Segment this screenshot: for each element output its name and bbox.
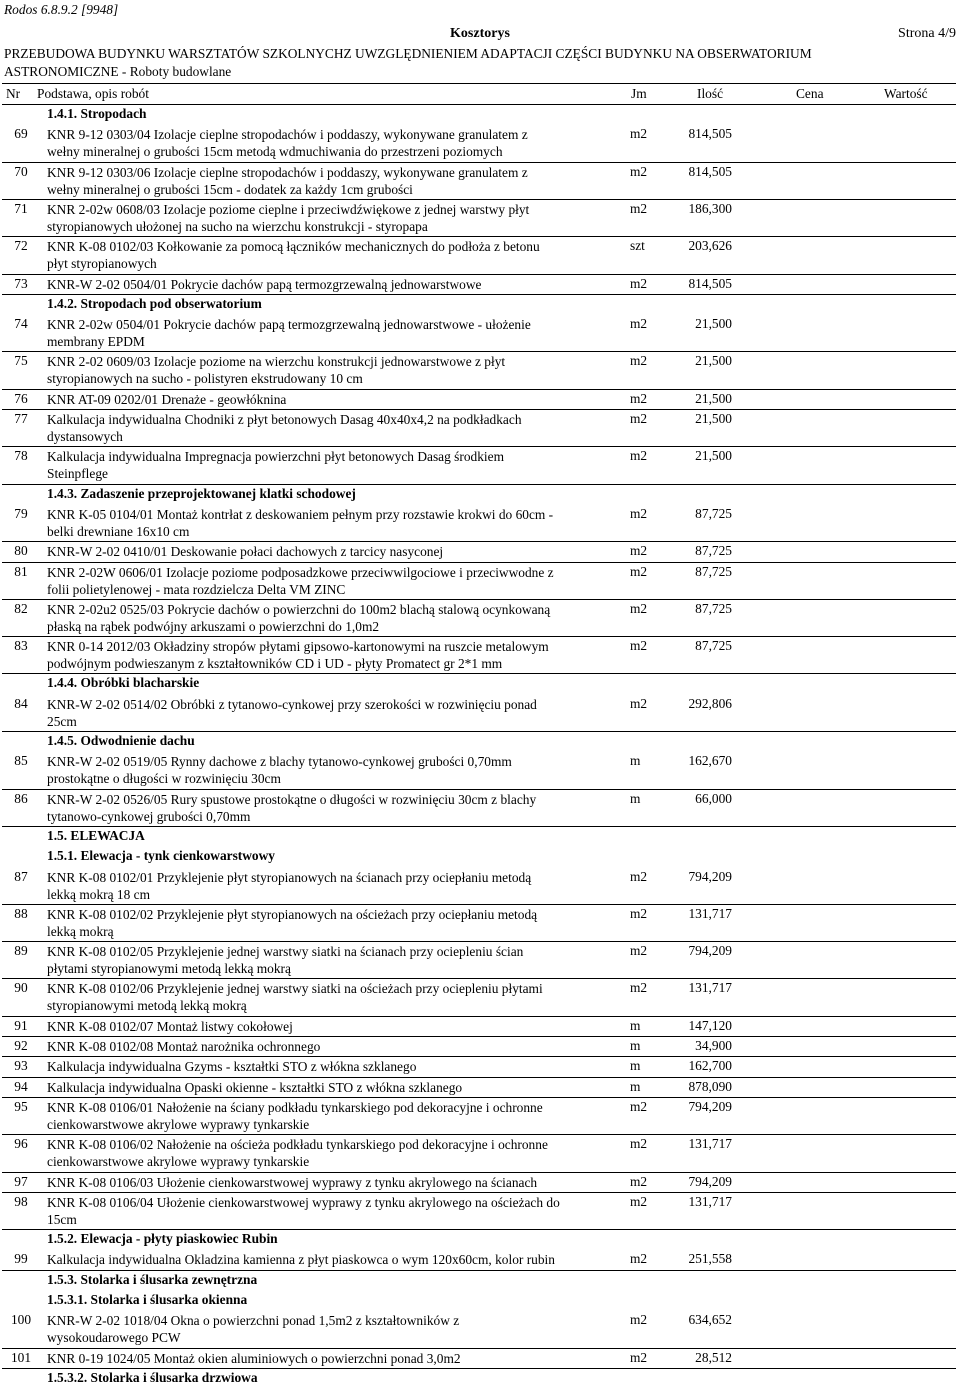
description-line: KNR 2-02w 0608/03 Izolacje poziome cieplne i przeciwdźwiękowe z jednej warstwy płyt — [47, 201, 530, 217]
row-unit: m2 — [630, 126, 648, 142]
description-line: KNR 0-19 1024/05 Montaż okien aluminiowych o powierzchni ponad 3,0m2 — [47, 1350, 461, 1366]
row-quantity: 251,558 — [688, 1251, 732, 1267]
row-unit: m2 — [630, 905, 648, 921]
row-unit: m2 — [630, 695, 648, 711]
section-title: 1.5. ELEWACJA — [47, 827, 145, 843]
row-separator — [2, 1192, 956, 1193]
row-number: 72 — [14, 238, 28, 254]
row-number: 91 — [14, 1017, 28, 1033]
row-description — [47, 1136, 625, 1170]
row-description — [47, 753, 625, 787]
row-quantity: 87,725 — [695, 638, 732, 654]
row-description — [47, 391, 625, 408]
row-description — [47, 164, 625, 198]
row-unit: m2 — [630, 1098, 648, 1114]
row-quantity: 21,500 — [695, 448, 732, 464]
row-number: 71 — [14, 200, 28, 216]
row-unit: m2 — [630, 563, 648, 579]
row-description — [47, 201, 625, 235]
row-separator — [2, 1016, 956, 1017]
description-line: cienkowarstwowe akrylowe wyprawy tynkarskie — [47, 1154, 310, 1170]
description-line: KNR 0-14 2012/03 Okładziny stropów płytami gipsowo-kartonowymi na ruszcie metalowym — [47, 639, 549, 655]
row-number: 83 — [14, 638, 28, 654]
column-price: Cena — [796, 86, 824, 101]
row-description — [47, 869, 625, 903]
row-unit: szt — [630, 238, 645, 254]
description-line: styropianowych na sucho - polistyren ekstrudowany 10 cm — [47, 371, 363, 387]
description-line: KNR-W 2-02 0410/01 Deskowanie połaci dachowych z tarcicy nasyconej — [47, 544, 444, 560]
row-description — [47, 543, 625, 560]
row-number: 93 — [14, 1058, 28, 1074]
row-quantity: 814,505 — [688, 126, 732, 142]
row-separator — [2, 1172, 956, 1173]
row-description — [47, 1350, 625, 1367]
row-separator — [2, 294, 956, 295]
row-description — [47, 906, 625, 940]
row-separator — [2, 1077, 956, 1078]
row-unit: m2 — [630, 411, 648, 426]
row-unit: m2 — [630, 600, 648, 616]
row-separator — [2, 351, 956, 352]
description-line: lekką mokrą — [47, 923, 114, 939]
row-quantity: 131,717 — [688, 1193, 732, 1209]
description-line: KNR K-08 0102/06 Przyklejenie jednej warstwy siatki na ościeżach przy ociepleniu płytami — [47, 981, 543, 997]
row-separator — [2, 1036, 956, 1037]
section-title: 1.5.3.2. Stolarka i ślusarka drzwiowa — [47, 1369, 258, 1385]
row-number: 74 — [14, 316, 28, 332]
row-quantity: 794,209 — [688, 943, 732, 959]
row-quantity: 794,209 — [688, 868, 732, 884]
row-description — [47, 316, 625, 350]
description-line: KNR-W 2-02 0504/01 Pokrycie dachów papą termozgrzewalną jednowarstwowe — [47, 276, 482, 292]
row-quantity: 87,725 — [695, 600, 732, 616]
description-line: prostokątne o długości w rozwinięciu 30cm — [47, 771, 281, 787]
row-unit: m2 — [630, 1312, 648, 1328]
row-separator — [2, 446, 956, 447]
row-number: 70 — [14, 163, 28, 179]
row-quantity: 878,090 — [688, 1078, 732, 1094]
description-line: KNR K-08 0102/01 Przyklejenie płyt styropianowych na ścianach przy ociepłaniu metodą — [47, 869, 532, 885]
row-unit: m2 — [630, 390, 648, 406]
description-line: folii polietylenowej - mata rozdzielcza Delta VM ZINC — [47, 581, 346, 597]
row-unit: m2 — [630, 163, 648, 179]
row-quantity: 21,500 — [695, 411, 732, 426]
column-value: Wartość — [884, 86, 928, 101]
row-unit: m2 — [630, 275, 648, 291]
row-separator — [2, 236, 956, 237]
row-description — [47, 1058, 625, 1075]
row-separator — [2, 1056, 956, 1057]
column-description: Podstawa, opis robót — [37, 86, 149, 101]
row-number: 92 — [14, 1038, 28, 1053]
row-unit: m2 — [630, 353, 648, 369]
row-unit: m2 — [630, 868, 648, 884]
row-quantity: 203,626 — [688, 238, 732, 254]
row-unit: m2 — [630, 980, 648, 996]
row-description — [47, 126, 625, 160]
description-line: płaską na rąbek podwójny arkuszami o powierzchni do 1,0m2 — [47, 618, 380, 634]
section-title: 1.4.2. Stropodach pod obserwatorium — [47, 295, 262, 311]
row-number: 84 — [14, 695, 28, 711]
row-separator — [2, 789, 956, 790]
description-line: KNR K-08 0102/08 Montaż narożnika ochronnego — [47, 1039, 321, 1054]
row-separator — [2, 599, 956, 600]
row-number: 90 — [14, 980, 28, 996]
row-number: 79 — [14, 505, 28, 521]
description-line: KNR 2-02w 0504/01 Pokrycie dachów papą termozgrzewalną jednowarstwowe - ułożenie — [47, 317, 531, 333]
row-quantity: 794,209 — [688, 1098, 732, 1114]
row-separator — [2, 978, 956, 979]
row-quantity: 186,300 — [688, 200, 732, 216]
description-line: KNR-W 2-02 1018/04 Okna o powierzchni ponad 1,5m2 z kształtowników z — [47, 1313, 460, 1329]
row-description — [47, 980, 625, 1014]
column-quantity: Ilość — [697, 86, 724, 101]
column-nr: Nr — [6, 86, 21, 101]
description-line: KNR K-08 0106/03 Ułożenie cienkowarstwowej wyprawy z tynku akrylowego na ścianach — [47, 1174, 538, 1190]
row-description — [47, 638, 625, 672]
section-title: 1.5.2. Elewacja - płyty piaskowiec Rubin — [47, 1231, 278, 1247]
row-description — [47, 411, 625, 445]
row-quantity: 634,652 — [688, 1312, 732, 1328]
row-description — [47, 1018, 625, 1035]
section-title: 1.4.3. Zadaszenie przeprojektowanej klatki schodowej — [47, 485, 356, 501]
row-separator — [2, 826, 956, 827]
section-title: 1.5.3. Stolarka i ślusarka zewnętrzna — [47, 1271, 258, 1287]
description-line: membrany EPDM — [47, 334, 145, 350]
row-number: 85 — [14, 753, 28, 769]
row-number: 80 — [14, 543, 28, 559]
description-line: styropianowymi metodą lekką mokrą — [47, 998, 247, 1014]
row-description — [47, 1251, 625, 1268]
description-line: płyt styropianowych — [47, 256, 157, 272]
row-unit: m2 — [630, 1136, 648, 1152]
description-line: 15cm — [47, 1211, 77, 1227]
row-quantity: 162,700 — [688, 1058, 732, 1074]
row-description — [47, 238, 625, 272]
row-description — [47, 448, 625, 482]
description-line: KNR K-08 0106/01 Nałożenie na ściany podkładu tynkarskiego pod dekoracyjne i ochronne — [47, 1099, 543, 1115]
row-separator — [2, 389, 956, 390]
description-line: KNR K-08 0102/03 Kołkowanie za pomocą łączników mechanicznych do podłoża z betonu — [47, 239, 540, 255]
row-separator — [2, 1270, 956, 1271]
page-number: Strona 4/9 — [898, 26, 956, 41]
row-description — [47, 1099, 625, 1133]
row-separator — [2, 904, 956, 905]
description-line: wełny mineralnej o grubości 15cm metodą wdmuchiwania do przestrzeni poziomych — [47, 144, 503, 160]
row-number: 88 — [14, 905, 28, 921]
row-quantity: 28,512 — [695, 1349, 732, 1365]
description-line: 25cm — [47, 713, 77, 729]
row-quantity: 162,670 — [688, 753, 732, 769]
description-line: wełny mineralnej o grubości 15cm - dodatek za każdy 1cm grubości — [47, 181, 413, 197]
description-line: Kalkulacja indywidualna Impregnacja powierzchni płyt betonowych Dasag środkiem — [47, 449, 504, 465]
row-quantity: 66,000 — [695, 790, 732, 806]
row-separator — [2, 1134, 956, 1135]
description-line: Kalkulacja indywidualna Gzyms - kształtki STO z włókna szklanego — [47, 1059, 417, 1075]
row-separator — [2, 484, 956, 485]
row-unit: m2 — [630, 505, 648, 521]
description-line: KNR K-08 0102/07 Montaż listwy cokołowej — [47, 1018, 293, 1034]
row-description — [47, 943, 625, 977]
row-separator — [2, 541, 956, 542]
description-line: KNR K-08 0102/02 Przyklejenie płyt styropianowych na ościeżach przy ociepłaniu metodą — [47, 906, 538, 922]
row-separator — [2, 199, 956, 200]
row-unit: m2 — [630, 943, 648, 959]
app-version: Rodos 6.8.9.2 [9948] — [4, 2, 119, 17]
row-quantity: 131,717 — [688, 905, 732, 921]
row-unit: m — [630, 1078, 641, 1094]
row-quantity: 147,120 — [688, 1017, 732, 1033]
row-separator — [2, 1368, 956, 1369]
header-top-rule — [2, 83, 956, 84]
row-unit: m2 — [630, 200, 648, 216]
document-title: Kosztorys — [450, 26, 510, 41]
row-quantity: 814,505 — [688, 163, 732, 179]
project-title-line-1: PRZEBUDOWA BUDYNKU WARSZTATÓW SZKOLNYCHZ UWZGLĘDNIENIEM ADAPTACJI CZĘŚCI BUDYNKU NA OBSERWATORIUM — [4, 46, 812, 61]
row-number: 76 — [14, 390, 28, 406]
row-separator — [2, 1348, 956, 1349]
row-unit: m2 — [630, 1193, 648, 1209]
description-line: KNR 2-02W 0606/01 Izolacje poziome podposadzkowe przeciwwilgociowe i przeciwwodne z — [47, 564, 554, 580]
row-number: 97 — [14, 1173, 28, 1189]
row-number: 101 — [10, 1349, 32, 1365]
row-separator — [2, 673, 956, 674]
column-unit: Jm — [631, 86, 647, 101]
row-unit: m2 — [630, 543, 648, 559]
row-description — [47, 564, 625, 598]
description-line: Kalkulacja indywidualna Okladzina kamienna z płyt piaskowca o wym 120x60cm, kolor rubin — [47, 1252, 555, 1268]
row-quantity: 131,717 — [688, 980, 732, 996]
row-number: 69 — [14, 126, 28, 142]
row-separator — [2, 1097, 956, 1098]
row-separator — [2, 1229, 956, 1230]
row-number: 73 — [14, 275, 28, 291]
row-description — [47, 791, 625, 825]
row-unit: m — [630, 1017, 641, 1033]
description-line: dystansowych — [47, 429, 123, 444]
description-line: Kalkulacja indywidualna Chodniki z płyt betonowych Dasag 40x40x4,2 na podkładkach — [47, 412, 522, 427]
row-description — [47, 276, 625, 293]
row-description — [47, 601, 625, 635]
row-quantity: 87,725 — [695, 505, 732, 521]
row-separator — [2, 636, 956, 637]
description-line: Kalkulacja indywidualna Opaski okienne - kształtki STO z włókna szklanego — [47, 1079, 463, 1095]
description-line: KNR K-08 0102/05 Przyklejenie jednej warstwy siatki na ścianach przy ociepleniu ścian — [47, 944, 524, 960]
row-quantity: 87,725 — [695, 563, 732, 579]
project-title-line-2: ASTRONOMICZNE - Roboty budowlane — [4, 64, 232, 79]
description-line: KNR-W 2-02 0526/05 Rury spustowe prostokątne o długości w rozwinięciu 30cm z blachy — [47, 791, 537, 807]
description-line: KNR AT-09 0202/01 Drenaże - geowłóknina — [47, 391, 287, 407]
row-quantity: 87,725 — [695, 543, 732, 559]
description-line: podwójnym podwieszanym z kształtowników CD i UD - płyty Promatect gr 2*1 mm — [47, 656, 503, 672]
row-description — [47, 1194, 625, 1228]
description-line: KNR K-05 0104/01 Montaż kontrłat z deskowaniem pełnym przy rozstawie krokwi do 60cm - — [47, 506, 554, 522]
table-header — [0, 86, 960, 102]
description-line: KNR K-08 0106/02 Nałożenie na ościeża podkładu tynkarskiego pod dekoracyjne i ochronne — [47, 1137, 548, 1153]
row-separator — [2, 562, 956, 563]
description-line: KNR 9-12 0303/04 Izolacje cieplne stropodachów i poddaszy, wykonywane granulatem z — [47, 127, 528, 143]
project-title — [4, 45, 954, 81]
row-separator — [2, 409, 956, 410]
description-line: belki drewniane 16x10 cm — [47, 523, 190, 539]
row-number: 75 — [14, 353, 28, 369]
row-number: 96 — [14, 1136, 28, 1152]
section-title: 1.4.1. Stropodach — [47, 106, 147, 121]
description-line: Steinpflege — [47, 466, 108, 482]
description-line: KNR 2-02u2 0525/03 Pokrycie dachów o powierzchni do 100m2 blachą stalową ocynkowaną — [47, 601, 551, 617]
row-separator — [2, 941, 956, 942]
row-number: 81 — [14, 563, 28, 579]
row-quantity: 814,505 — [688, 275, 732, 291]
row-number: 78 — [14, 448, 28, 464]
row-quantity: 34,900 — [695, 1038, 732, 1053]
row-number: 98 — [14, 1193, 28, 1209]
description-line: lekką mokrą 18 cm — [47, 886, 150, 902]
row-unit: m — [630, 1038, 641, 1053]
header-bottom-rule — [2, 104, 956, 105]
description-line: styropianowych ułożonej na sucho na wierzchu konstrukcji - styropapa — [47, 218, 428, 234]
row-unit: m2 — [630, 316, 648, 332]
row-unit: m — [630, 1058, 641, 1074]
description-line: KNR 2-02 0609/03 Izolacje poziome na wierzchu konstrukcji jednowarstwowe z płyt — [47, 354, 506, 370]
description-line: KNR-W 2-02 0514/02 Obróbki z tytanowo-cynkowej przy szerokości w rozwinięciu ponad — [47, 696, 537, 712]
row-unit: m2 — [630, 1349, 648, 1365]
row-description — [47, 1174, 625, 1191]
row-quantity: 21,500 — [695, 353, 732, 369]
description-line: KNR 9-12 0303/06 Izolacje cieplne stropodachów i poddaszy, wykonywane granulatem z — [47, 164, 528, 180]
row-quantity: 794,209 — [688, 1173, 732, 1189]
description-line: wysokoudarowego PCW — [47, 1330, 181, 1346]
row-description — [47, 1312, 625, 1346]
row-quantity: 21,500 — [695, 316, 732, 332]
row-description — [47, 353, 625, 387]
section-title: 1.4.4. Obróbki blacharskie — [47, 675, 200, 691]
row-unit: m2 — [630, 1173, 648, 1189]
row-unit: m — [630, 790, 641, 806]
row-number: 100 — [10, 1312, 32, 1328]
row-separator — [2, 731, 956, 732]
section-title: 1.5.1. Elewacja - tynk cienkowarstwowy — [47, 848, 275, 864]
row-separator — [2, 162, 956, 163]
row-unit: m2 — [630, 448, 648, 464]
row-number: 77 — [14, 411, 28, 426]
row-number: 89 — [14, 943, 28, 959]
description-line: KNR K-08 0106/04 Ułożenie cienkowarstwowej wyprawy z tynku akrylowego na ościeżach do — [47, 1194, 560, 1210]
row-description — [47, 506, 625, 540]
row-description — [47, 1079, 625, 1096]
row-number: 95 — [14, 1098, 28, 1114]
section-title: 1.4.5. Odwodnienie dachu — [47, 733, 195, 748]
row-number: 99 — [14, 1251, 28, 1267]
row-description — [47, 1038, 625, 1055]
row-unit: m — [630, 753, 641, 769]
row-number: 86 — [14, 790, 28, 806]
row-unit: m2 — [630, 1251, 648, 1267]
description-line: płytami styropianowymi metodą lekką mokrą — [47, 961, 291, 977]
row-number: 94 — [14, 1078, 28, 1094]
row-separator — [2, 274, 956, 275]
row-quantity: 292,806 — [688, 695, 732, 711]
description-line: tytanowo-cynkowej grubości 0,70mm — [47, 808, 251, 824]
row-quantity: 131,717 — [688, 1136, 732, 1152]
row-number: 87 — [14, 868, 28, 884]
section-title: 1.5.3.1. Stolarka i ślusarka okienna — [47, 1292, 248, 1307]
row-quantity: 21,500 — [695, 390, 732, 406]
row-description — [47, 696, 625, 730]
description-line: cienkowarstwowe akrylowe wyprawy tynkarskie — [47, 1116, 310, 1132]
description-line: KNR-W 2-02 0519/05 Rynny dachowe z blachy tytanowo-cynkowej grubości 0,70mm — [47, 754, 512, 770]
row-unit: m2 — [630, 638, 648, 654]
row-number: 82 — [14, 600, 28, 616]
